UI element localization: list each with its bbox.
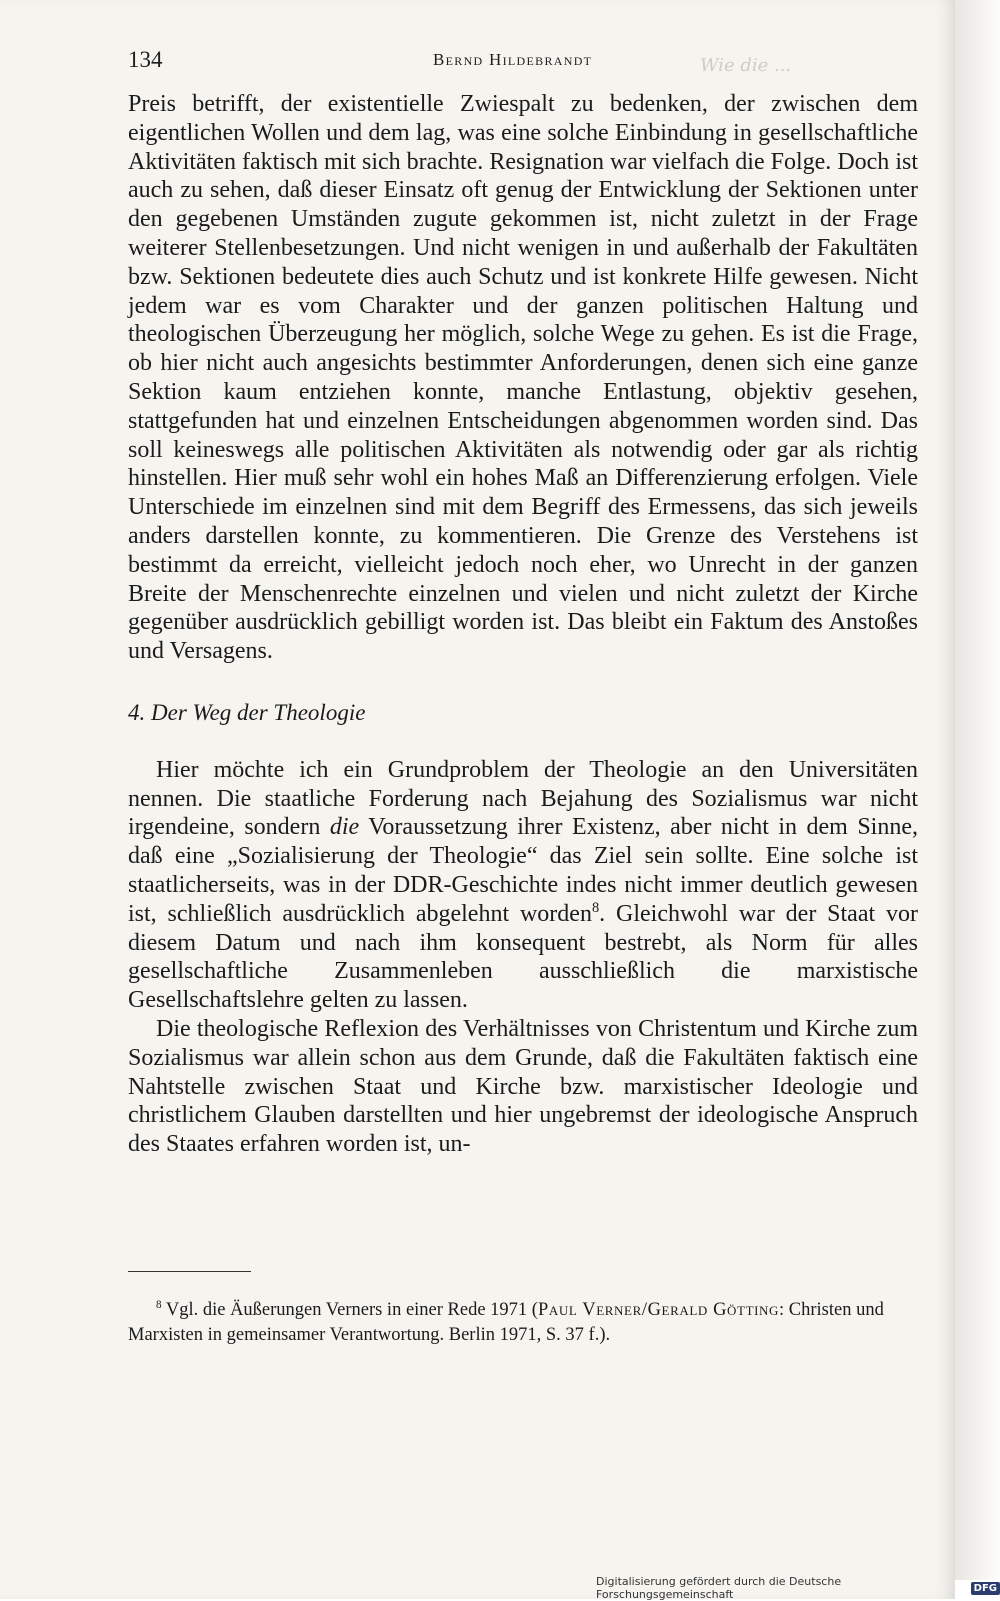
footnote-marker: 8 (156, 1298, 162, 1311)
section-heading: 4. Der Weg der Theologie (128, 699, 366, 725)
digitization-credit (596, 1575, 1000, 1601)
paragraph-continued: Preis betrifft, der existentielle Zwiespalt zu bedenken, der zwischen dem eigentlichen Wollen und dem lag, was eine solche Einbindung in gesellschaftliche Aktivitäten faktisch mit sich brachte. Resignation war vielfach die Folge. Doch ist auch zu sehen, daß dieser Einsatz oft genug der Entwicklung der Sektionen unter den gegebenen Umständen zugute gekommen ist, nicht zuletzt in der Frage weiterer Stellenbesetzungen. Und nicht wenigen in und außerhalb der Fakultäten bzw. Sektionen bedeutete dies auch Schutz und ist konkrete Hilfe gewesen. Nicht jedem war es vom Charakter und der ganzen politischen Haltung und theologischen Überzeugung her möglich, solche Wege zu gehen. Es ist die Frage, ob hier nicht auch angesichts bestimmter Anforderungen, denen sich eine ganze Sektion kaum entziehen konnte, manche Entlastung, objektiv gesehen, stattgefunden hat und einzelnen Entscheidungen abgenommen worden sind. Das soll keineswegs alle politischen Aktivitäten als notwendig oder gar als richtig hinstellen. Hier muß sehr wohl ein hohes Maß an Differenzierung erfolgen. Viele Unterschiede im einzelnen sind mit dem Begriff des Ermessens, das sich jeweils anders darstellen konnte, zu kommentieren. Die Grenze des Verstehens ist bestimmt da erreicht, vielleicht jedoch noch eher, wo Unrecht in der ganzen Breite der Menschenrechte einzelnen und vielen und nicht zuletzt der Kirche gegenüber ausdrücklich gebilligt worden ist. Das bleibt ein Faktum des Anstoßes und Versagens. (128, 91, 918, 665)
book-spine-shadow (955, 0, 1000, 1580)
footnote (128, 1298, 918, 1348)
dfg-logo-icon: DFG (971, 1582, 1000, 1595)
credit-text: Digitalisierung gefördert durch die Deutsche Forschungsgemeinschaft (596, 1575, 842, 1601)
paragraph (128, 756, 918, 1015)
footnote-author-names: Paul Verner/Gerald Götting (537, 1300, 780, 1320)
footnote-text: : Christen und Marxisten in gemeinsamer Verantwortung. Berlin 1971, S. 37 f.). (128, 1300, 884, 1345)
running-head-author: Bernd Hildebrandt (433, 50, 593, 69)
paragraph-text: Voraussetzung ihrer Existenz, aber nicht in dem Sinne, daß eine „Sozialisierung der Theologie“ das Ziel sein sollte. Eine solche ist staatlicherseits, was in der DDR-Geschichte indes nicht immer deutlich gewesen ist, schließlich ausdrücklich abgelehnt worden (128, 814, 918, 927)
paragraph: Die theologische Reflexion des Verhältnisses von Christentum und Kirche zum Sozialismus war allein schon aus dem Grunde, daß die Fakultäten faktisch eine Nahtstelle zwischen Staat und Kirche bzw. marxistischer Ideologie und christlichem Glauben darstellten und hier ungebremst der ideologische Anspruch des Staates erfahren worden ist, un- (128, 1015, 918, 1158)
paragraph-text: . Gleichwohl war der Staat vor diesem Datum und nach ihm konsequent bestrebt, als Norm für alles gesellschaftliche Zusammenleben ausschließlich die marxistische Gesellschaftslehre gelten zu lassen. (128, 900, 918, 1014)
footnote-rule (128, 1271, 251, 1272)
facing-page-ghost-text: Wie die ... (700, 55, 792, 76)
paragraph-text: Hier möchte ich ein Grundproblem der Theologie an den Universitäten nennen. Die staatliche Forderung nach Bejahung des Sozialismus war nicht irgendeine, sondern (128, 756, 918, 841)
footnote-reference: 8 (591, 899, 600, 916)
page-number: 134 (128, 47, 163, 72)
body-text (128, 90, 918, 1159)
emphasis-text: die (329, 814, 360, 841)
footnote-text: Vgl. die Äußerungen Verners in einer Rede 1971 ( (161, 1300, 538, 1320)
running-head (128, 47, 918, 77)
